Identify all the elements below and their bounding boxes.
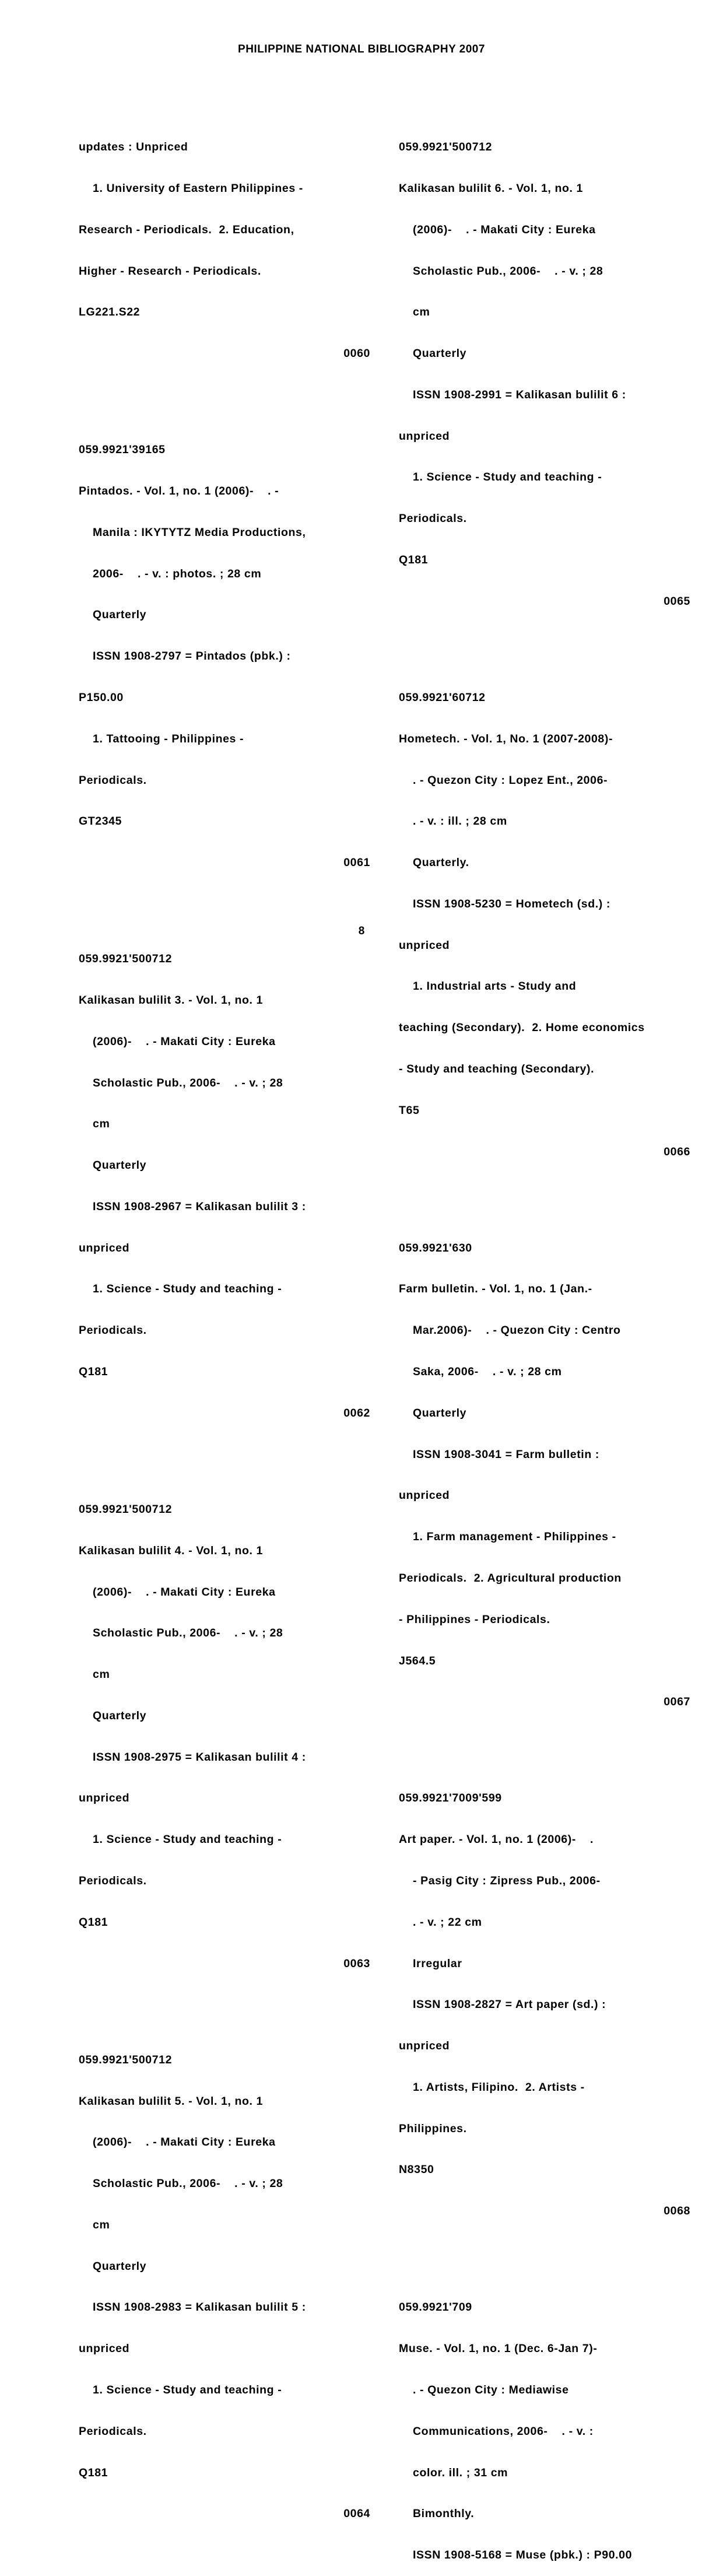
entry-line: ISSN 1908-3041 = Farm bulletin : [413,1448,599,1461]
entry-line: cm [93,1668,110,1681]
entry-number: 0064 [343,2507,370,2521]
entry-line: ISSN 1908-5230 = Hometech (sd.) : [413,897,610,910]
entry-line: - Pasig City : Zipress Pub., 2006- [413,1874,601,1887]
entry-gap [399,2246,690,2260]
entry-line: Muse. - Vol. 1, no. 1 (Dec. 6-Jan 7)- [399,2342,598,2356]
entry-line: Quarterly [93,608,147,622]
entry-line: GT2345 [79,815,122,828]
entry-line: 059.9921'500712 [399,141,493,154]
left-column [79,113,370,2535]
entry-line: Pintados. - Vol. 1, no. 1 (2006)- . - [79,485,279,498]
entry-line: Mar.2006)- . - Quezon City : Centro [413,1324,621,1337]
page-number: 8 [358,925,365,937]
entry-line: Quarterly. [413,856,469,870]
entry-line: P150.00 [79,691,124,704]
entry-line: Q181 [79,1365,108,1379]
entry-number: 0066 [664,1145,690,1158]
entry-line: Scholastic Pub., 2006- . - v. ; 28 [93,2177,283,2191]
entry-line: 1. University of Eastern Philippines - [93,181,303,195]
entry-gap [79,388,370,402]
entry-line: 1. Science - Study and teaching - [93,2383,282,2396]
entry-number: 0068 [664,2205,690,2218]
entry-line: ISSN 1908-2991 = Kalikasan bulilit 6 : [413,388,626,401]
entry-line: color. ill. ; 31 cm [413,2466,508,2479]
entry-line: T65 [399,1103,420,1117]
entry-line: Kalikasan bulilit 5. - Vol. 1, no. 1 [79,2094,263,2108]
entry-line: 059.9921'500712 [79,952,173,966]
entry-line: updates : Unpriced [79,141,188,154]
entry-line: Philippines. [399,2122,467,2135]
entry-line: ISSN 1908-2975 = Kalikasan bulilit 4 : [93,1750,306,1764]
entry-gap [399,1737,690,1751]
entry-number: 0062 [343,1406,370,1420]
entry-gap [399,636,690,650]
entry-line: Bimonthly. [413,2507,475,2521]
entry-line: Periodicals. [79,1874,147,1887]
entry-line: Periodicals. [79,1324,147,1337]
entry-line: 2006- . - v. : photos. ; 28 cm [93,567,262,580]
entry-line: Art paper. - Vol. 1, no. 1 (2006)- . [399,1833,594,1846]
entry-line: Quarterly [413,1406,467,1420]
entry-line: ISSN 1908-2967 = Kalikasan bulilit 3 : [93,1200,306,1213]
entry-line: unpriced [399,1489,450,1502]
entry-line: Kalikasan bulilit 3. - Vol. 1, no. 1 [79,994,263,1007]
entry-line: Farm bulletin. - Vol. 1, no. 1 (Jan.- [399,1282,592,1296]
entry-number: 0063 [343,1957,370,1970]
entry-line: Scholastic Pub., 2006- . - v. ; 28 [93,1076,283,1089]
entry-line: unpriced [79,2342,130,2356]
entry-line: 1. Tattooing - Philippines - [93,732,244,745]
entry-number: 0061 [343,856,370,870]
entry-line: N8350 [399,2163,434,2177]
entry-line: Research - Periodicals. 2. Education, [79,223,294,236]
entry-line: 1. Science - Study and teaching - [93,1833,282,1846]
entry-gap [399,1186,690,1200]
entry-gap [79,1448,370,1462]
entry-line: 1. Science - Study and teaching - [93,1282,282,1296]
entry-line: unpriced [79,1792,130,1805]
entry-line: Quarterly [93,1159,147,1172]
entry-line: . - Quezon City : Mediawise [413,2383,569,2396]
entry-line: (2006)- . - Makati City : Eureka [93,1585,276,1599]
entry-gap [79,898,370,912]
entry-line: Manila : IKYTYTZ Media Productions, [93,525,306,539]
entry-number: 0060 [343,347,370,360]
entry-line: Periodicals. [79,2424,147,2438]
entry-line: - Philippines - Periodicals. [399,1613,550,1626]
entry-line: Quarterly [413,347,467,360]
entry-line: Q181 [399,553,429,566]
entry-line: 1. Farm management - Philippines - [413,1530,616,1544]
entry-line: Kalikasan bulilit 4. - Vol. 1, no. 1 [79,1544,263,1557]
entry-line: . - v. ; 22 cm [413,1915,482,1929]
entry-line: unpriced [399,429,450,443]
entry-line: 059.9921'709 [399,2301,472,2314]
entry-line: LG221.S22 [79,306,141,319]
entry-line: - Study and teaching (Secondary). [399,1062,595,1075]
entry-line: unpriced [399,938,450,952]
entry-line: Periodicals. [399,512,467,525]
entry-line: 059.9921'500712 [79,2053,173,2066]
entry-line: (2006)- . - Makati City : Eureka [413,223,596,236]
entry-line: ISSN 1908-2983 = Kalikasan bulilit 5 : [93,2301,306,2314]
entry-line: Quarterly [93,1709,147,1722]
entry-line: 059.9921'7009'599 [399,1792,502,1805]
entry-line: Quarterly [93,2259,147,2273]
entry-line: Periodicals. [79,773,147,787]
entry-line: Scholastic Pub., 2006- . - v. ; 28 [413,264,603,278]
entry-line: Kalikasan bulilit 6. - Vol. 1, no. 1 [399,181,583,195]
entry-line: teaching (Secondary). 2. Home economics [399,1021,645,1035]
entry-line: 059.9921'500712 [79,1502,173,1516]
entry-line: 059.9921'60712 [399,691,486,704]
entry-line: 1. Industrial arts - Study and [413,980,577,993]
entry-line: Higher - Research - Periodicals. [79,264,261,278]
entry-line: cm [93,2218,110,2231]
entry-line: 059.9921'630 [399,1241,472,1254]
right-column [399,113,690,2576]
entry-line: (2006)- . - Makati City : Eureka [93,2136,276,2149]
entry-line: Q181 [79,2466,108,2479]
entry-line: ISSN 1908-2827 = Art paper (sd.) : [413,1998,606,2011]
entry-line: unpriced [79,1241,130,1254]
entry-line: Periodicals. 2. Agricultural production [399,1571,622,1585]
entry-gap [79,1998,370,2012]
entry-line: ISSN 1908-2797 = Pintados (pbk.) : [93,650,291,663]
entry-line: 1. Science - Study and teaching - [413,471,602,484]
entry-line: 1. Artists, Filipino. 2. Artists - [413,2080,585,2094]
page-header-title: PHILIPPINE NATIONAL BIBLIOGRAPHY 2007 [238,43,485,55]
entry-line: Irregular [413,1957,462,1970]
entry-line: cm [93,1117,110,1131]
entry-number: 0065 [664,594,690,608]
entry-line: J564.5 [399,1654,436,1667]
entry-number: 0067 [664,1695,690,1709]
entry-line: (2006)- . - Makati City : Eureka [93,1035,276,1048]
entry-line: Scholastic Pub., 2006- . - v. ; 28 [93,1627,283,1640]
entry-line: unpriced [399,2039,450,2053]
entry-line: Hometech. - Vol. 1, No. 1 (2007-2008)- [399,732,613,745]
entry-line: 059.9921'39165 [79,443,166,457]
entry-line: cm [413,306,430,319]
entry-line: Communications, 2006- . - v. : [413,2424,594,2438]
entry-line: Q181 [79,1915,108,1929]
entry-line: ISSN 1908-5168 = Muse (pbk.) : P90.00 [413,2549,633,2562]
entry-line: Saka, 2006- . - v. ; 28 cm [413,1365,562,1379]
entry-line: . - v. : ill. ; 28 cm [413,815,507,828]
entry-line: . - Quezon City : Lopez Ent., 2006- [413,773,608,787]
